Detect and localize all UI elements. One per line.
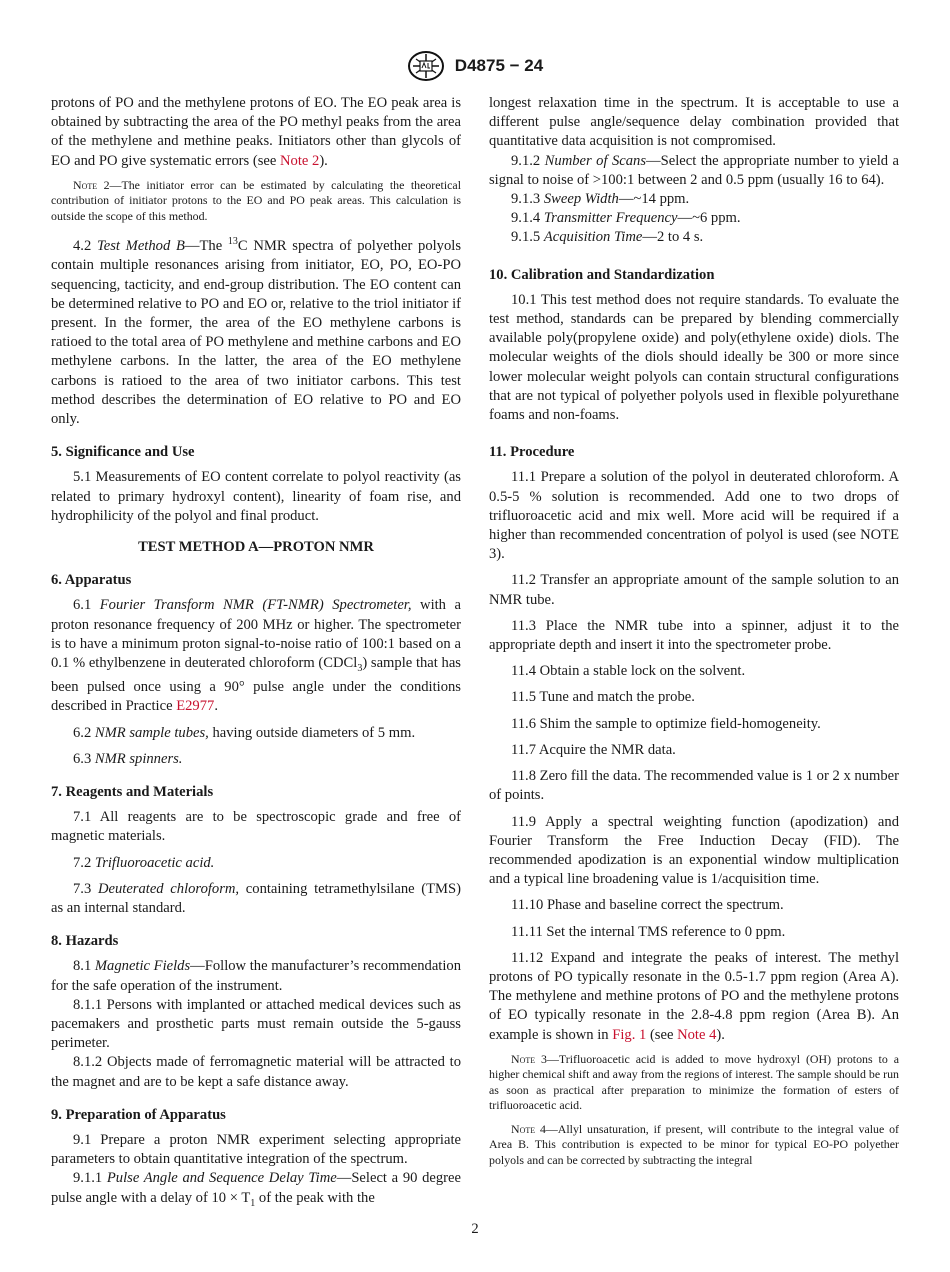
heading-9: 9. Preparation of Apparatus xyxy=(51,1106,226,1123)
paragraph-9-1: 9.1 Prepare a proton NMR experiment selecting appropriate parameters to obtain quantitative integration of the spectrum. xyxy=(51,1132,461,1168)
paragraph-7-2: 7.2 Trifluoroacetic acid. xyxy=(73,854,215,871)
e2977-link[interactable]: E2977 xyxy=(176,698,215,715)
note-2-link[interactable]: Note 2 xyxy=(279,152,320,169)
heading-6: 6. Apparatus xyxy=(51,572,132,589)
heading-8: 8. Hazards xyxy=(51,933,119,950)
note-4-link[interactable]: Note 4 xyxy=(677,1026,717,1043)
paragraph-9-1-5: 9.1.5 Acquisition Time—2 to 4 s. xyxy=(511,229,704,246)
paragraph-11-4: 11.4 Obtain a stable lock on the solvent. xyxy=(511,663,746,680)
paragraph-11-7: 11.7 Acquire the NMR data. xyxy=(511,741,676,758)
paragraph-6-1: 6.1 Fourier Transform NMR (FT-NMR) Spectrometer, with a proton resonance frequency of 200 MHz or higher. The spectrometer is to have a minimum proton signal-to-noise ratio of 100:1 based on a 0.1 % ethylbenzene in deuterated chloroform (CDCl$_3$) sample that has been pulsed once using a 90° pulse angle under the conditions described in Practice E2977. xyxy=(51,597,461,715)
paragraph-6-2: 6.2 NMR sample tubes, having outside diameters of 5 mm. xyxy=(73,724,416,741)
page-number: 2 xyxy=(471,1221,479,1237)
paragraph-11-2: 11.2 Transfer an appropriate amount of the sample solution to an NMR tube. xyxy=(489,572,899,608)
paragraph-11-9: 11.9 Apply a spectral weighting function (apodization) and Fourier Transform the Free Induction Decay (FID). The recommended apodization is an exponential window multiplication and a typical line broadening value is 1/acquisition time. xyxy=(489,813,899,888)
heading-10: 10. Calibration and Standardization xyxy=(489,266,715,283)
note-4: Note 4—Allyl unsaturation, if present, will contribute to the integral value of Area B. This contribution is expected to be minor for typical EO-PO polyether polyols and can be corrected by subtracting the integral xyxy=(489,1121,899,1167)
paragraph-11-5: 11.5 Tune and match the probe. xyxy=(511,689,695,706)
heading-11: 11. Procedure xyxy=(489,444,575,461)
paragraph-11-1: 11.1 Prepare a solution of the polyol in deuterated chloroform. A 0.5-5 % solution is recommended. Add one to two drops of trifluoroacetic acid and mix well. More acid will be required if a higher than recommended concentration of polyol is used (see NOTE 3). xyxy=(489,469,899,563)
paragraph-4-2: 4.2 Test Method B—The $^{13}$C NMR spectra of polyether polyols contain multiple resonances arising from initiator, EO, PO, EO-PO sequencing, tacticity, and end-group distribution. The EO content can be determined relative to PO and EO or, relative to the triol initiator if present. In the former, the area of the EO methylene carbons is ratioed to the total area of PO methylene and methine carbons and EO methylene carbons. In the latter, the area of the EO methylene carbons is ratioed to the area of two initiator carbons. This test method describes the determination of EO relative to PO and EO only. xyxy=(51,236,462,427)
left-column xyxy=(51,94,461,1213)
paragraph-11-3: 11.3 Place the NMR tube into a spinner, adjust it to the appropriate depth and insert it into the spectrometer probe. xyxy=(489,617,899,654)
paragraph-7-1: 7.1 All reagents are to be spectroscopic grade and free of magnetic materials. xyxy=(51,809,461,845)
paragraph-7-3: 7.3 Deuterated chloroform, containing tetramethylsilane (TMS) as an internal standard. xyxy=(51,880,462,916)
paragraph-9-1-1: 9.1.1 Pulse Angle and Sequence Delay Time—Select a 90 degree pulse angle with a delay of $10 \times T_1$ of the peak with the xyxy=(51,1170,461,1209)
paragraph-11-8: 11.8 Zero fill the data. The recommended value is 1 or 2 x number of points. xyxy=(489,768,899,804)
paragraph-9-1-2: 9.1.2 Number of Scans—Select the appropriate number to yield a signal to noise of >100:1 between 2 and 0.5 ppm (usually 16 to 64). xyxy=(489,152,899,188)
document-designation: D4875 − 24 xyxy=(454,56,544,75)
fig-1-link[interactable]: Fig. 1 xyxy=(612,1026,647,1043)
note-2: Note 2—The initiator error can be estimated by calculating the theoretical contribution of initiator protons to the EO and PO peak areas. This calculation is outside the scope of this method. xyxy=(51,177,461,223)
paragraph-9-1-3: 9.1.3 Sweep Width—~14 ppm. xyxy=(511,191,690,208)
paragraph-9-1-1-continued: longest relaxation time in the spectrum. It is acceptable to use a different pulse angle/sequence delay combination provided that quantitative data acquisition is not compromised. xyxy=(489,95,899,150)
astm-logo-icon xyxy=(407,50,445,82)
heading-7: 7. Reagents and Materials xyxy=(51,783,214,800)
paragraph-4-1-continued: protons of PO and the methylene protons of EO. The EO peak area is obtained by subtracting the area of the PO methyl peaks from the area of the methylene and methine peaks. Initiators other than glycols of EO and PO give systematic errors (see Note 2). xyxy=(51,95,461,169)
paragraph-11-10: 11.10 Phase and baseline correct the spectrum. xyxy=(511,897,784,914)
paragraph-10-1: 10.1 This test method does not require standards. To evaluate the test method, standards can be prepared by blending commercially available poly(propylene oxide) and poly(ethylene oxide) diols. The molecular weights of the diols should ideally be 300 or more since lower molecular weight polyols can contain structural configurations that are not typical of polyether polyols used in flexible polyurethane foams and non-foams. xyxy=(489,291,899,424)
paragraph-8-1-2: 8.1.2 Objects made of ferromagnetic material will be attracted to the magnet and are to be kept a safe distance away. xyxy=(51,1054,461,1090)
heading-test-method-a: TEST METHOD A—PROTON NMR xyxy=(138,539,374,556)
paragraph-8-1-1: 8.1.1 Persons with implanted or attached medical devices such as pacemakers and prosthetic parts must remain outside the 5-gauss perimeter. xyxy=(51,996,461,1052)
note-3: Note 3—Trifluoroacetic acid is added to move hydroxyl (OH) protons to a higher chemical shift and away from the regions of interest. The sample should be run as soon as practical after preparation to minimize the formation of esters of trifluoroacetic acid. xyxy=(489,1051,899,1113)
paragraph-9-1-4: 9.1.4 Transmitter Frequency—~6 ppm. xyxy=(511,210,741,227)
heading-5: 5. Significance and Use xyxy=(51,444,195,461)
paragraph-11-6: 11.6 Shim the sample to optimize field-homogeneity. xyxy=(511,715,821,732)
page-header xyxy=(0,50,950,82)
paragraph-5-1: 5.1 Measurements of EO content correlate to polyol reactivity (as related to primary hydroxyl content), linearity of foam rise, and hydrophilicity of the polyol and final product. xyxy=(51,469,461,524)
paragraph-6-3: 6.3 NMR spinners. xyxy=(73,750,183,767)
paragraph-11-12: 11.12 Expand and integrate the peaks of interest. The methyl protons of PO typically resonate in the 0.5-1.7 ppm region (Area A). The methylene and methine protons of PO and the methylene protons of EO typically resonate in the 2.8-4.8 ppm region (Area B). An example is shown in Fig. 1 (see Note 4). xyxy=(489,949,899,1043)
paragraph-11-11: 11.11 Set the internal TMS reference to 0 ppm. xyxy=(511,923,786,940)
right-column xyxy=(489,94,899,1176)
paragraph-8-1: 8.1 Magnetic Fields—Follow the manufacturer’s recommendation for the safe operation of the instrument. xyxy=(51,958,461,994)
